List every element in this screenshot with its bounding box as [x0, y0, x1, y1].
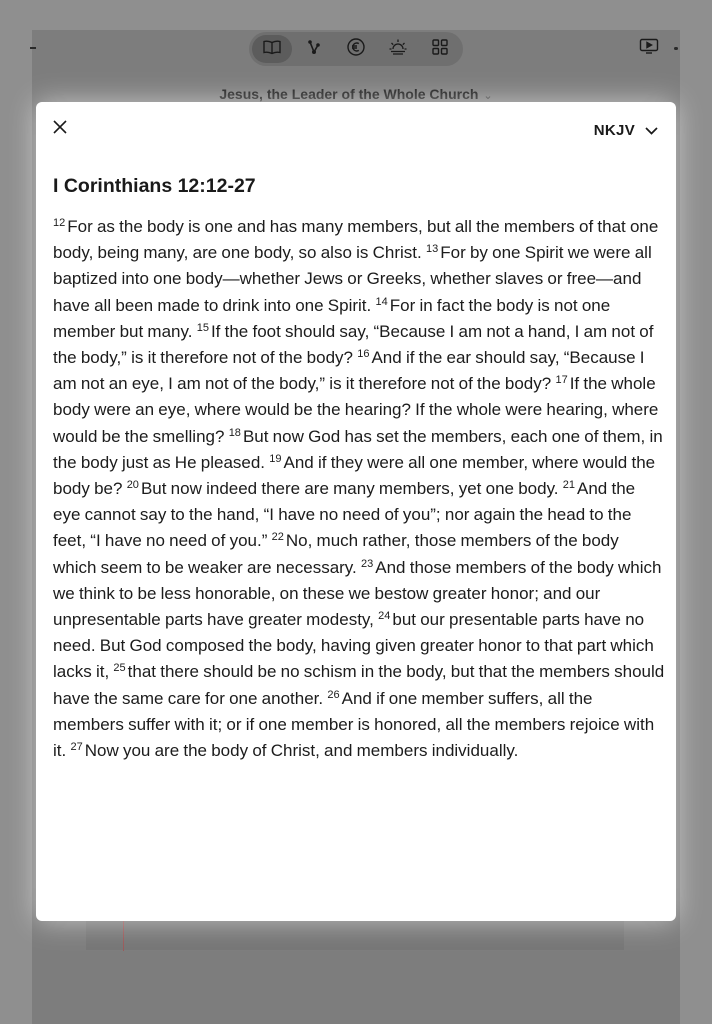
bible-version-dropdown[interactable] — [594, 120, 658, 140]
branch-icon — [304, 37, 324, 62]
bible-version-label: NKJV — [593, 121, 635, 139]
verse-text: And those members of the body which we think to be less honorable, on these we bestow greater honor; and our unpresentable parts have greater modesty, — [53, 557, 662, 630]
present-button[interactable] — [638, 39, 660, 57]
verse-text: And if they were all one member, where would the body be? — [53, 452, 656, 499]
sunrise-icon — [388, 37, 408, 62]
verse-number: 16 — [357, 348, 370, 361]
grid-icon — [430, 37, 450, 62]
verse-number: 20 — [126, 479, 139, 492]
close-icon — [53, 120, 67, 139]
toolbar-book-button[interactable] — [252, 35, 292, 63]
verse-text: For as the body is one and has many members, but all the members of that one body, being many, are one body, so also is Christ. — [53, 217, 659, 263]
euro-icon — [346, 37, 366, 62]
chevron-down-icon — [645, 122, 658, 139]
verse-number: 25 — [113, 662, 126, 675]
verse-number: 13 — [426, 243, 439, 256]
verse-text: And if one member suffers, all the members suffer with it; or if one member is honored, all the members rejoice with it. — [53, 688, 655, 761]
verse-number: 24 — [378, 610, 391, 623]
verse-text: And if the ear should say, “Because I am not an eye, I am not of the body,” is it therefore not of the body? — [53, 348, 645, 394]
book-icon — [262, 37, 282, 62]
verse-number: 23 — [361, 557, 374, 570]
toolbar-sunrise-button[interactable] — [378, 35, 418, 63]
toolbar-branch-button[interactable] — [294, 35, 334, 63]
scripture-modal — [36, 102, 676, 921]
verse — [70, 741, 518, 760]
verse-number: 21 — [562, 479, 576, 492]
verse-text: But now God has set the members, each one of them, in the body just as He pleased. — [53, 426, 663, 472]
verse-text: And the eye cannot say to the hand, “I have no need of you”; nor again the head to the feet, “I have no need of you.” — [53, 479, 636, 551]
verse-text: If the whole body were an eye, where would be the hearing? If the whole were hearing, where would be the smelling? — [53, 374, 659, 446]
verse-number: 15 — [196, 321, 209, 334]
passage-text — [53, 214, 665, 764]
verse-text: For in fact the body is not one member but many. — [53, 295, 611, 341]
verse-text: that there should be no schism in the body, but that the members should have the same care for one another. — [53, 662, 665, 708]
verse-text: No, much rather, those members of the body which seem to be weaker are necessary. — [53, 531, 619, 577]
verse — [127, 479, 559, 498]
verse-number: 26 — [327, 688, 340, 701]
toolbar-euro-button[interactable] — [336, 35, 376, 63]
present-icon — [639, 38, 659, 59]
toolbar-grid-button[interactable] — [420, 35, 460, 63]
lesson-title[interactable] — [0, 86, 712, 102]
lesson-title-text: Jesus, the Leader of the Whole Church — [219, 86, 479, 102]
background-right-marker — [674, 47, 678, 50]
verse-number: 17 — [555, 374, 568, 387]
verse-text: But now indeed there are many members, yet one body. — [140, 479, 559, 499]
verse-number: 19 — [269, 452, 282, 465]
verse-text: If the foot should say, “Because I am not a hand, I am not of the body,” is it therefore not of the body? — [53, 321, 654, 368]
verse-number: 14 — [375, 295, 388, 308]
background-left-marker — [30, 47, 36, 49]
verse-number: 12 — [53, 217, 66, 229]
verse-number: 18 — [228, 426, 241, 439]
verse-text: Now you are the body of Christ, and members individually. — [84, 741, 519, 761]
verse-text: For by one Spirit we were all baptized into one body—whether Jews or Greeks, whether slaves or free—and have all been made to drink into one Spirit. — [53, 243, 652, 315]
verse-text: but our presentable parts have no need. But God composed the body, having given greater honor to that part which lacks it, — [53, 610, 654, 682]
top-toolbar — [249, 32, 463, 66]
close-button[interactable] — [50, 119, 70, 139]
chevron-down-icon: ⌄ — [483, 90, 493, 102]
verse-number: 22 — [271, 531, 284, 544]
verse-number: 27 — [70, 741, 83, 754]
passage-reference: I Corinthians 12:12-27 — [53, 175, 256, 197]
